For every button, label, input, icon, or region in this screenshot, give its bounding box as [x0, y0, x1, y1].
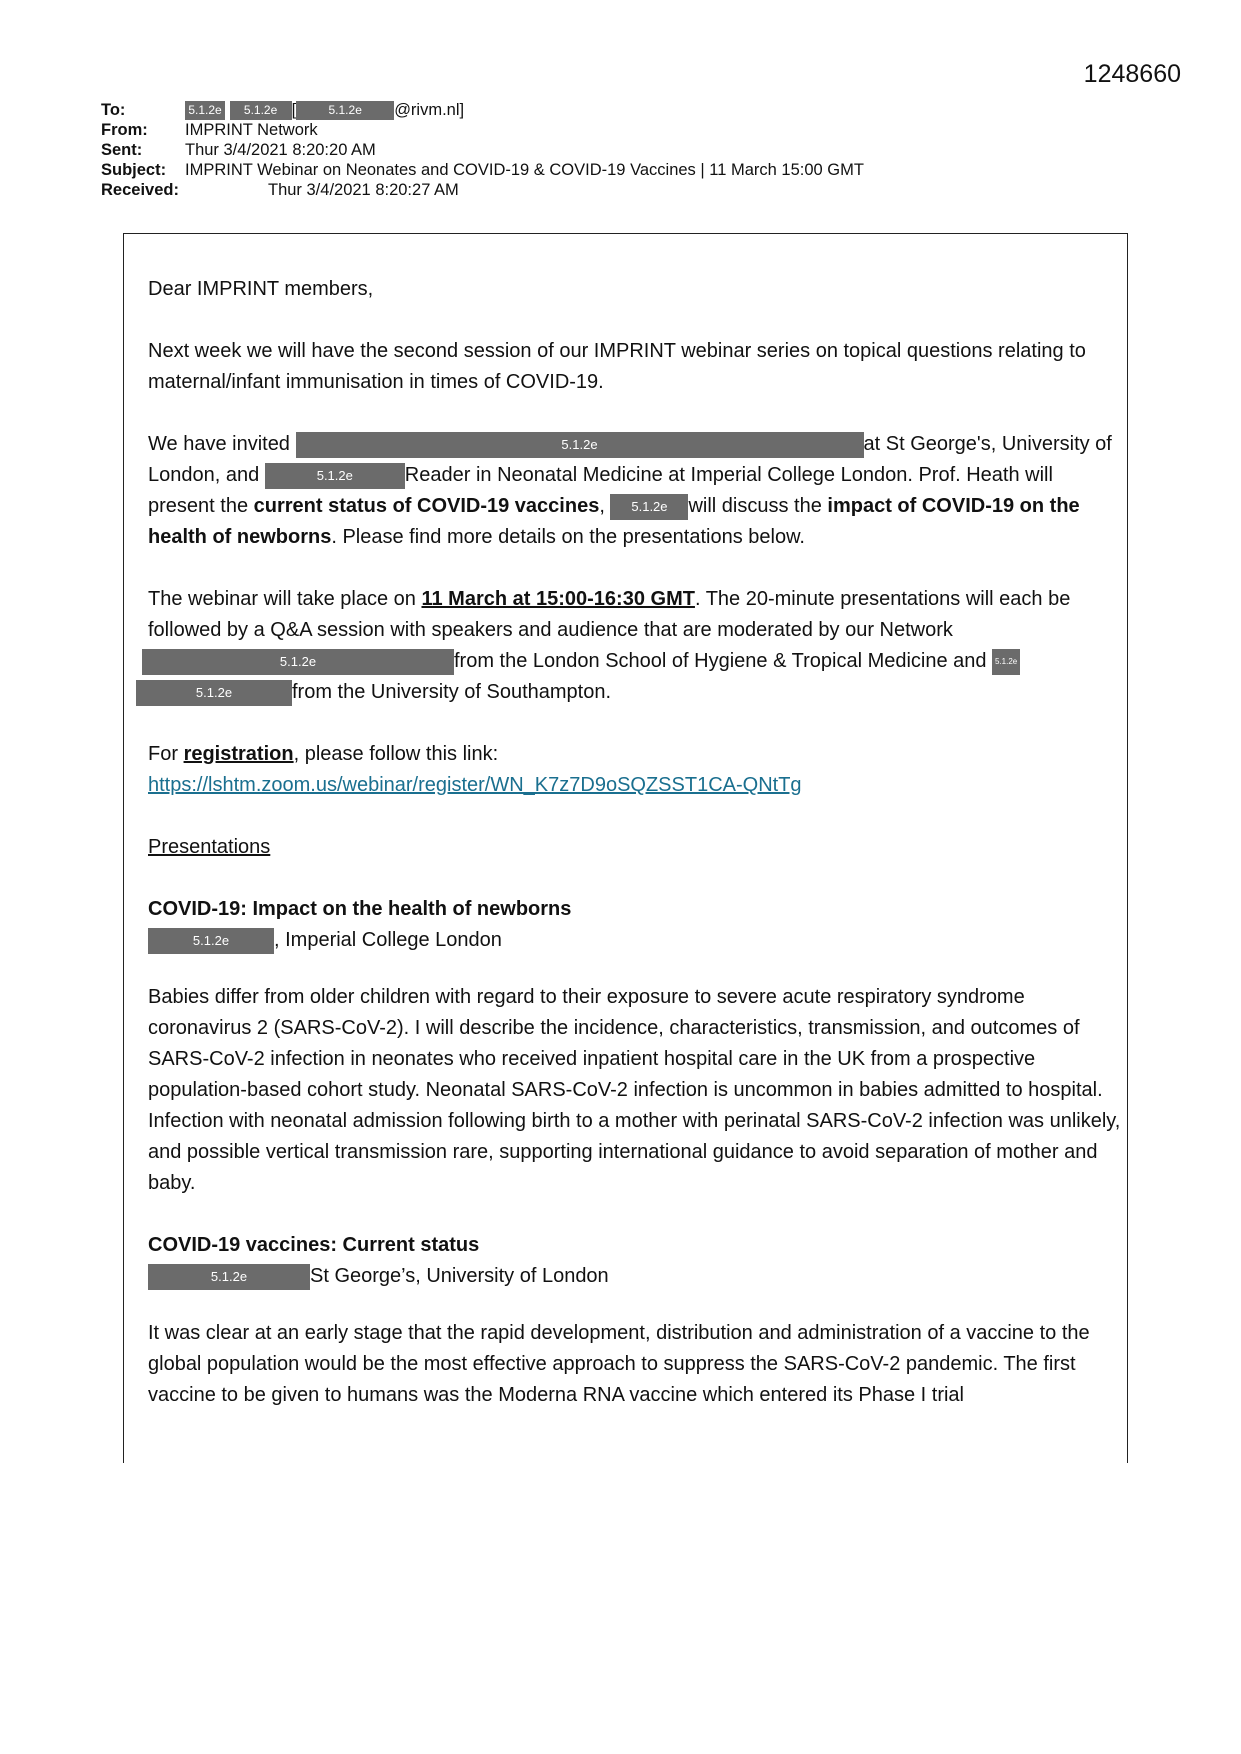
- redaction-box: 5.1.2e: [992, 649, 1020, 675]
- registration-paragraph: For registration, please follow this link: https://lshtm.zoom.us/webinar/register/WN_K7z7D9oSQZSST1CA-QNtTg: [148, 743, 802, 796]
- sent-label: Sent:: [101, 141, 143, 159]
- subject-label: Subject:: [101, 161, 167, 179]
- newborn-impact-highlight: impact of COVID-19 on the health of newborns: [148, 495, 1080, 548]
- to-label: To:: [101, 101, 126, 119]
- email-body: [148, 274, 1123, 1442]
- redaction-box: 5.1.2e: [185, 101, 225, 120]
- received-label: Received:: [101, 181, 179, 199]
- greeting: Dear IMPRINT members,: [148, 278, 374, 300]
- presentation-2-title: COVID-19 vaccines: Current status: [148, 1234, 480, 1256]
- from-label: From:: [101, 121, 148, 139]
- presentation-2-speaker: 5.1.2e St George’s, University of London: [148, 1261, 1123, 1292]
- to-email-suffix: @rivm.nl]: [394, 101, 465, 119]
- redaction-box: 5.1.2e: [230, 101, 292, 120]
- document-id: 1248660: [1083, 60, 1181, 88]
- redaction-box: 5.1.2e: [265, 463, 405, 489]
- redaction-box: 5.1.2e: [136, 680, 292, 706]
- presentation-1-abstract: Babies differ from older children with regard to their exposure to severe acute respiratory syndrome coronavirus 2 (SARS-CoV-2). I will describe the incidence, characteristics, transmission, and outcomes of SARS-CoV-2 infection in neonates who received inpatient hospital care in the UK from a prospective population-based cohort study. Neonatal SARS-CoV-2 infection is uncommon in babies admitted to hospital. Infection with neonatal admission following birth to a mother with perinatal SARS-CoV-2 infection was unlikely, and possible vertical transmission rare, supporting international guidance to avoid separation of mother and baby.: [148, 986, 1121, 1194]
- webinar-details-paragraph: The webinar will take place on 11 March at 15:00-16:30 GMT. The 20-minute presentations will each be followed by a Q&A session with speakers and audience that are moderated by our Network 5.1.2e from the London School of Hygiene & Tropical Medicine and 5.1.2e 5.1.2e from the University of Southampton.: [148, 584, 1123, 708]
- vaccines-status-highlight: current status of COVID-19 vaccines: [253, 495, 600, 517]
- presentation-1: [148, 894, 1123, 1199]
- email-body-frame: [123, 233, 1128, 1463]
- redaction-box: 5.1.2e: [610, 494, 688, 520]
- redaction-box: 5.1.2e: [296, 432, 864, 458]
- presentation-1-speaker: 5.1.2e , Imperial College London: [148, 925, 1123, 956]
- intro-paragraph: Next week we will have the second session of our IMPRINT webinar series on topical questions relating to maternal/infant immunisation in times of COVID-19.: [148, 340, 1086, 393]
- presentations-heading: Presentations: [148, 836, 271, 858]
- invitation-paragraph: We have invited 5.1.2e at St George's, University of London, and 5.1.2e Reader in Neonatal Medicine at Imperial College London. Prof. Heath will present the current status of COVID-19 vaccines, 5.1.2e will discuss the impact of COVID-19 on the health of newborns. Please find more details on the presentations below.: [148, 433, 1112, 548]
- redaction-box: 5.1.2e: [148, 1264, 310, 1290]
- from-value: IMPRINT Network: [185, 121, 318, 139]
- registration-link[interactable]: https://lshtm.zoom.us/webinar/register/WN_K7z7D9oSQZSST1CA-QNtTg: [148, 774, 802, 796]
- redaction-box: 5.1.2e: [148, 928, 274, 954]
- presentation-1-title: COVID-19: Impact on the health of newborns: [148, 898, 572, 920]
- redaction-box: 5.1.2e: [296, 101, 394, 120]
- subject-value: IMPRINT Webinar on Neonates and COVID-19 & COVID-19 Vaccines | 11 March 15:00 GMT: [185, 161, 864, 179]
- registration-word: registration: [183, 743, 294, 765]
- webinar-date: 11 March at 15:00-16:30 GMT: [421, 588, 695, 610]
- received-value: Thur 3/4/2021 8:20:27 AM: [268, 181, 459, 199]
- sent-value: Thur 3/4/2021 8:20:20 AM: [185, 141, 376, 159]
- redaction-box: 5.1.2e: [142, 649, 454, 675]
- presentation-2: [148, 1230, 1123, 1411]
- presentation-2-abstract: It was clear at an early stage that the rapid development, distribution and administration of a vaccine to the global population would be the most effective approach to suppress the SARS-CoV-2 pandemic. The first vaccine to be given to humans was the Moderna RNA vaccine which entered its Phase I trial: [148, 1322, 1090, 1406]
- to-value: [185, 100, 464, 120]
- to-bracket: [: [291, 101, 297, 119]
